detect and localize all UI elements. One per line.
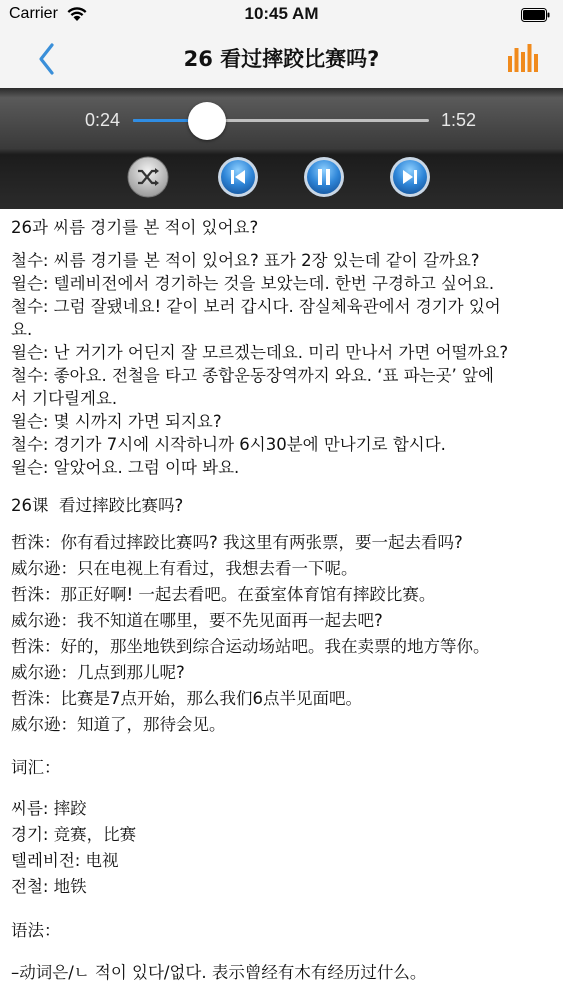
equalizer-icon[interactable] <box>507 42 539 74</box>
vocab-item: 전철: 地铁 <box>11 877 87 896</box>
lesson-text <box>11 209 556 986</box>
dialogue-line: 威尔逊：知道了，那待会见。 <box>11 715 226 734</box>
audio-player <box>0 88 563 209</box>
chevron-left-icon <box>32 40 62 78</box>
dialogue-line: 철수: 씨름 경기를 본 적이 있어요? 표가 2장 있는데 같이 갈까요? <box>11 251 480 270</box>
dialogue-line: 威尔逊：我不知道在哪里，要不先见面再一起去吧? <box>11 611 383 630</box>
page-title: 26 看过摔跤比赛吗? <box>183 47 380 71</box>
back-button[interactable] <box>32 40 62 78</box>
vocab-item: 씨름: 摔跤 <box>11 799 87 818</box>
dialogue-line: 哲洙：那正好啊! 一起去看吧。在蚕室体育馆有摔跤比赛。 <box>11 585 436 604</box>
previous-icon <box>217 156 259 198</box>
dialogue-line: 철수: 그럼 잘됐네요! 같이 보러 갑시다. 잠실체육관에서 경기가 있어 <box>11 297 501 316</box>
grammar-item: –动词은/ㄴ 적이 있다/없다. 表示曾经有木有经历过什么。 <box>11 963 427 982</box>
previous-button[interactable] <box>217 156 259 198</box>
dialogue-line: 요. <box>11 320 33 339</box>
dialogue-line: 哲洙：比赛是7点开始，那么我们6点半见面吧。 <box>11 689 362 708</box>
chinese-title: 26课 看过摔跤比赛吗? <box>11 496 184 515</box>
progress-thumb[interactable] <box>188 102 226 140</box>
pause-icon <box>303 156 345 198</box>
dialogue-line: 철수: 좋아요. 전철을 타고 종합운동장역까지 와요. ‘표 파는곳’ 앞에 <box>11 366 494 385</box>
carrier-label: Carrier <box>9 5 58 22</box>
dialogue-line: 威尔逊：几点到那儿呢? <box>11 663 185 682</box>
dialogue-line: 철수: 경기가 7시에 시작하니까 6시30분에 만나기로 합시다. <box>11 435 446 454</box>
battery-icon <box>521 8 551 22</box>
vocab-item: 경기: 竞赛，比赛 <box>11 825 137 844</box>
progress-slider[interactable] <box>133 119 429 122</box>
current-time: 0:24 <box>85 110 121 130</box>
vocab-item: 텔레비전: 电视 <box>11 851 119 870</box>
shuffle-button[interactable] <box>127 156 169 198</box>
dialogue-line: 윌슨: 텔레비전에서 경기하는 것을 보았는데. 한번 구경하고 싶어요. <box>11 274 495 293</box>
next-icon <box>389 156 431 198</box>
dialogue-line: 威尔逊：只在电视上有看过，我想去看一下呢。 <box>11 559 358 578</box>
shuffle-icon <box>127 156 169 198</box>
grammar-heading: 语法： <box>11 921 61 940</box>
dialogue-line: 윌슨: 몇 시까지 가면 되지요? <box>11 412 222 431</box>
status-bar <box>0 0 563 30</box>
dialogue-line: 서 기다릴게요. <box>11 389 118 408</box>
dialogue-line: 윌슨: 난 거기가 어딘지 잘 모르겠는데요. 미리 만나서 가면 어떨까요? <box>11 343 509 362</box>
navigation-bar <box>0 30 563 88</box>
vocab-heading: 词汇： <box>11 758 61 777</box>
dialogue-line: 哲洙：你有看过摔跤比赛吗? 我这里有两张票，要一起去看吗? <box>11 533 463 552</box>
status-time: 10:45 AM <box>244 4 319 23</box>
dialogue-line: 윌슨: 알았어요. 그럼 이따 봐요. <box>11 458 240 477</box>
next-button[interactable] <box>389 156 431 198</box>
dialogue-line: 哲洙：好的，那坐地铁到综合运动场站吧。我在卖票的地方等你。 <box>11 637 490 656</box>
pause-button[interactable] <box>303 156 345 198</box>
korean-title: 26과 씨름 경기를 본 적이 있어요? <box>11 218 259 237</box>
total-time: 1:52 <box>441 110 477 130</box>
